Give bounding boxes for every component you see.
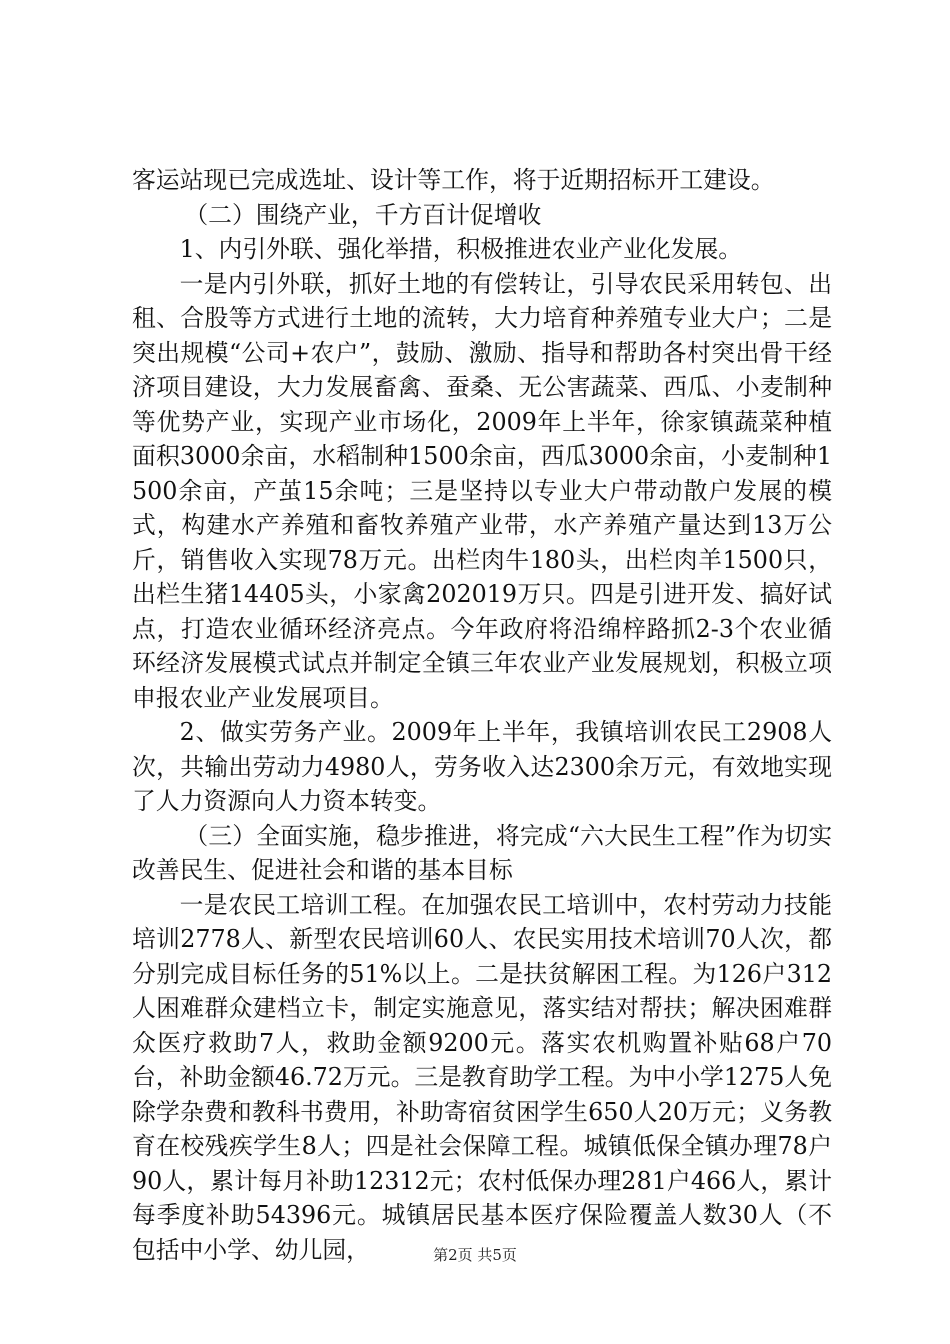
paragraph-labor-industry: 2、做实劳务产业。2009年上半年，我镇培训农民工2908人次，共输出劳动力4980人，劳务收入达2300余万元，有效地实现了人力资源向人力资本转变。 [132, 718, 832, 815]
paragraph-agriculture-details: 一是内引外联，抓好土地的有偿转让，引导农民采用转包、出租、合股等方式进行土地的流转，大力培育种养殖专业大户；二是突出规模“公司+农户”，鼓励、激励、指导和帮助各村突出骨干经济项目建设，大力发展畜禽、蚕桑、无公害蔬菜、西瓜、小麦制种等优势产业，实现产业市场化，2009年上半年，徐家镇蔬菜种植面积3000余亩，水稻制种1500余亩，西瓜3000余亩，小麦制种1500余亩，产茧15余吨；三是坚持以专业大户带动散户发展的模式，构建水产养殖和畜牧养殖产业带，水产养殖产量达到13万公斤，销售收入实现78万元。出栏肉牛180头，出栏肉羊1500只，出栏生猪14405头，小家禽202019万只。四是引进开发、搞好试点，打造农业循环经济亮点。今年政府将沿绵梓路抓2-3个农业循环经济发展模式试点并制定全镇三年农业产业发展规划，积极立项申报农业产业发展项目。 [132, 269, 832, 712]
paragraph-livelihood-details: 一是农民工培训工程。在加强农民工培训中，农村劳动力技能培训2778人、新型农民培训60人、农民实用技术培训70人次，都分别完成目标任务的51%以上。二是扶贫解困工程。为126户312人困难群众建档立卡，制定实施意见，落实结对帮扶；解决困难群众医疗救助7人，救助金额9200元。落实农机购置补贴68户70台，补助金额46.72万元。三是教育助学工程。为中小学1275人免除学杂费和教科书费用，补助寄宿贫困学生650人20万元；义务教育在校残疾学生8人；四是社会保障工程。城镇低保全镇办理78户90人，累计每月补助12312元；农村低保办理281户466人，累计每季度补助54396元。城镇居民基本医疗保险覆盖人数30人（不包括中小学、幼儿园， [132, 890, 832, 1264]
subheading-agriculture: 1、内引外联、强化举措，积极推进农业产业化发展。 [179, 235, 743, 263]
section-heading-livelihood: （三）全面实施，稳步推进，将完成“六大民生工程”作为切实改善民生、促进社会和谐的基本目标 [132, 821, 832, 884]
document-body [132, 163, 832, 1267]
paragraph-continuation: 客运站现已完成选址、设计等工作，将于近期招标开工建设。 [132, 166, 775, 194]
page-number-footer: 第2页 共5页 [433, 1246, 517, 1264]
section-heading-industry: （二）围绕产业，千方百计促增收 [184, 200, 542, 229]
